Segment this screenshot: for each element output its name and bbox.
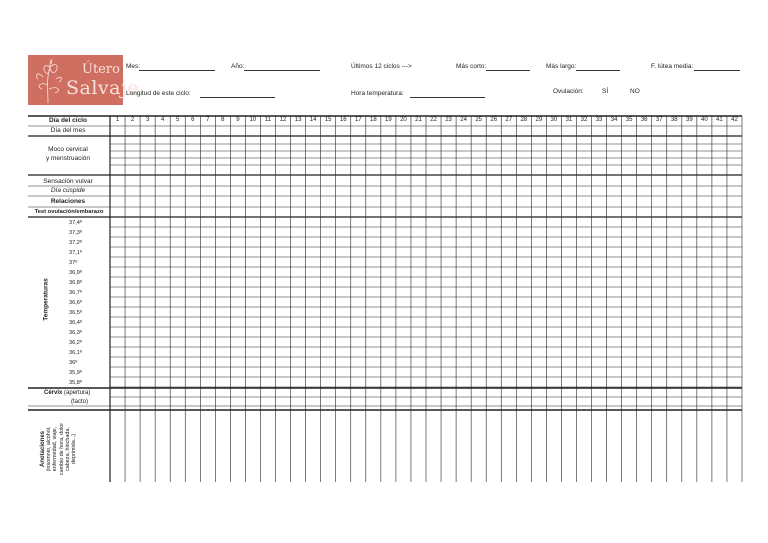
dia-cuspide-label: Día cúspide [50,187,86,194]
fase-lutea-label: F. lútea media: [651,63,694,70]
mas-largo-label: Más largo: [546,63,577,70]
temperature-label: 36,1º [69,350,82,356]
day-number: 9 [236,117,240,123]
menstruacion-label: y menstruación [45,155,91,162]
ovulacion-label: Ovulación: [553,88,584,95]
anotaciones-line3: cambio de hora, dolor [58,422,65,476]
day-number: 39 [685,117,693,123]
day-number: 30 [550,117,558,123]
temperature-label: 35,9º [69,370,82,376]
day-number: 7 [206,117,210,123]
day-number: 8 [221,117,225,123]
hora-temperatura-label: Hora temperatura: [351,90,404,97]
temperature-label: 37º [69,260,78,266]
mas-corto-label: Más corto: [456,63,487,70]
tacto-label: (tacto) [71,399,89,405]
temperature-label: 36,8º [69,280,82,286]
day-number: 2 [130,117,135,123]
anotaciones-line1: (insomnio, alcohol, [46,426,53,472]
day-number: 28 [520,117,528,123]
temperature-label: 36º [69,360,78,366]
day-number: 36 [640,117,648,123]
day-number: 34 [610,117,618,123]
day-number: 40 [701,117,708,123]
day-number: 3 [145,117,150,123]
sensacion-vulvar-label: Sensación vulvar [43,178,93,185]
day-number: 16 [339,117,347,123]
temperature-label: 36,7º [69,290,82,296]
day-number: 29 [535,117,543,123]
day-number: 14 [309,117,317,123]
day-number: 19 [385,117,392,123]
day-number: 38 [670,117,678,123]
day-number: 11 [264,117,272,123]
day-number: 25 [475,117,482,123]
temperature-label: 35,8º [69,380,82,386]
day-number: 42 [731,117,738,123]
day-number: 17 [354,117,362,123]
test-ovulacion-label: Test ovulación/embarazo [34,209,104,215]
temperature-label: 36,9º [69,270,82,276]
anotaciones-line4: cabeza, hinchada, [64,427,71,471]
day-number: 15 [324,117,332,123]
day-number: 32 [580,117,588,123]
temperaturas-label: Temperaturas [42,278,50,321]
day-number: 21 [415,117,422,123]
temperature-label: 37,3º [69,230,82,236]
temperature-label: 36,4º [69,320,82,326]
day-number: 6 [191,117,195,123]
ovulacion-no-option[interactable]: NO [630,88,640,95]
temperature-label: 36,3º [69,330,82,336]
cervix-apertura-label: (apertura) [64,390,91,396]
day-number: 24 [460,117,467,123]
day-number: 22 [430,117,437,123]
logo-text-line2: Salvaje [66,77,140,99]
relaciones-label: Relaciones [50,198,86,205]
temperature-label: 36,5º [69,310,82,316]
day-number: 10 [249,117,257,123]
dia-ciclo-label: Día del ciclo [49,117,87,124]
moco-cervical-label: Moco cervical [48,146,88,153]
anotaciones-line2: enfermedad, viaje, [52,426,59,472]
temperature-label: 37,4º [69,220,82,226]
temperature-label: 37,2º [69,240,82,246]
temperature-label: 36,2º [69,340,82,346]
longitud-label: Longitud de este ciclo: [126,90,191,97]
cervix-label [44,390,90,396]
day-number: 26 [490,117,498,123]
day-number: 23 [445,117,452,123]
day-number: 33 [595,117,603,123]
temperature-label: 36,6º [69,300,82,306]
day-number: 12 [279,117,287,123]
anotaciones-title: Anotaciones [40,431,46,468]
dia-mes-label: Día del mes [50,127,86,134]
cervix-bold-label: Cérvix [44,390,63,396]
mes-label: Mes: [126,63,141,70]
day-number: 31 [565,117,573,123]
logo-text-line1: Útero [82,62,120,77]
day-number: 41 [716,117,723,123]
ultimos-ciclos-label: Últimos 12 ciclos ---> [351,63,412,70]
day-number: 35 [625,117,633,123]
day-number: 20 [400,117,407,123]
anotaciones-block [40,404,78,494]
day-number: 5 [176,117,180,123]
day-number: 13 [294,117,302,123]
day-number: 4 [160,117,165,123]
ovulacion-si-option[interactable]: SÍ [602,88,609,95]
day-number: 37 [655,117,663,123]
ano-label: Año: [231,63,245,70]
day-number: 18 [369,117,377,123]
anotaciones-line5: deprimida...) [71,434,78,464]
day-number: 27 [505,117,513,123]
day-number: 1 [115,117,120,123]
temperature-label: 37,1º [69,250,82,256]
